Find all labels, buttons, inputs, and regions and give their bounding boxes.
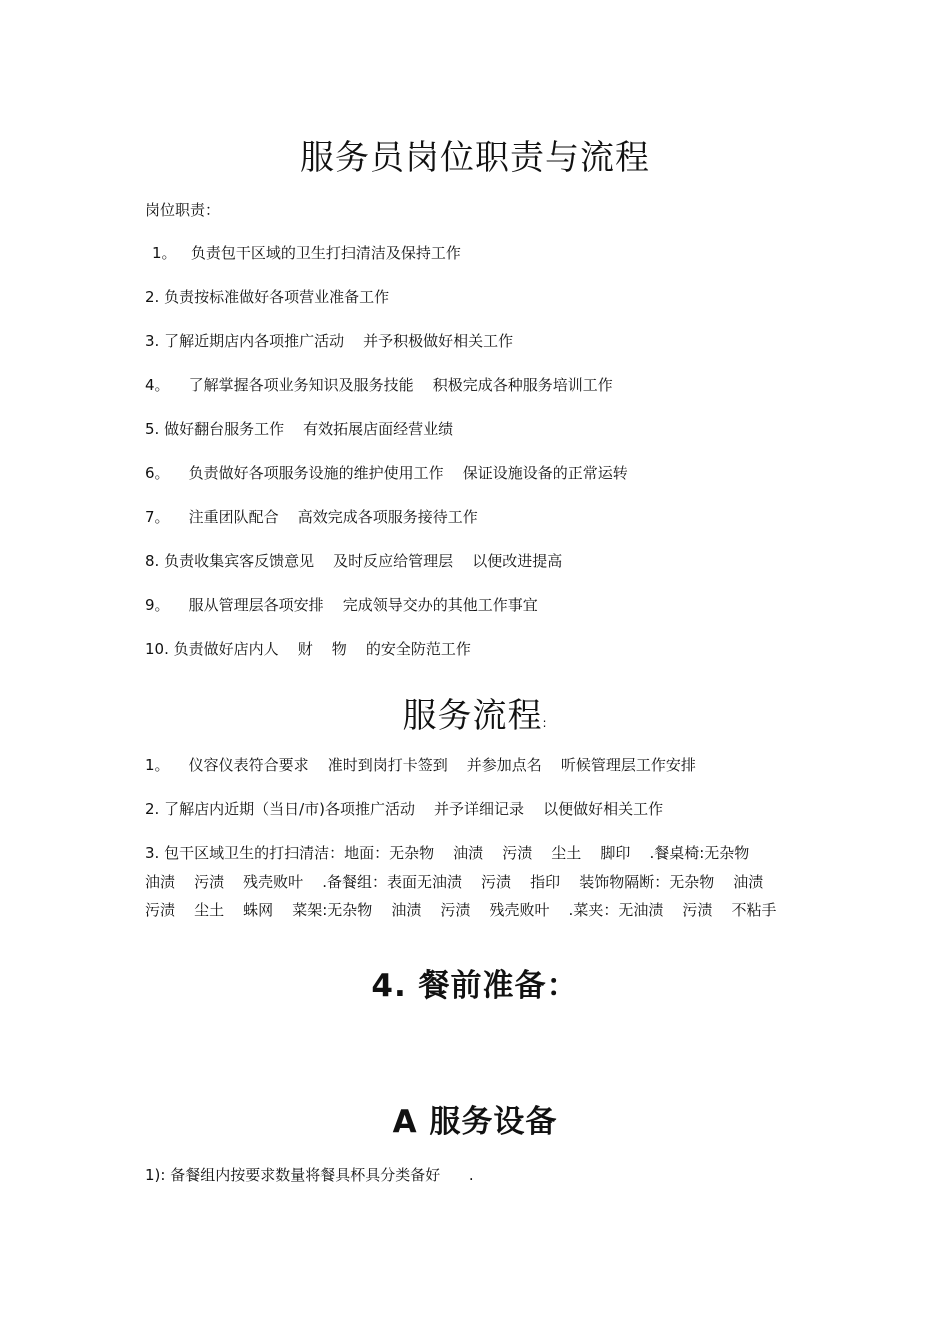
process-item-2: 2. 了解店内近期（当日/市)各项推广活动 并予详细记录 以便做好相关工作	[145, 800, 664, 818]
duty-item-9: 9。 服从管理层各项安排 完成领导交办的其他工作事宜	[145, 596, 538, 614]
duty-item-3: 3. 了解近期店内各项推广活动 并予积极做好相关工作	[145, 332, 514, 350]
process-item-3-line-3: 污渍 尘土 蛛网 菜架:无杂物 油渍 污渍 残壳败叶 .菜夹：无油渍 污渍 不粘手	[145, 901, 777, 919]
section-4-heading: 4. 餐前准备：	[371, 968, 579, 1004]
document-title: 服务员岗位职责与流程	[300, 138, 650, 178]
duties-heading: 岗位职责：	[145, 201, 221, 219]
item-1-line: 1): 备餐组内按要求数量将餐具杯具分类备好 .	[145, 1166, 474, 1184]
duty-item-10: 10. 负责做好店内人 财 物 的安全防范工作	[145, 640, 471, 658]
duty-item-1: 1。 负责包干区域的卫生打扫清洁及保持工作	[152, 244, 461, 262]
duty-item-2: 2. 负责按标准做好各项营业准备工作	[145, 288, 390, 306]
process-heading-tail: :	[542, 716, 548, 730]
duty-item-4: 4。 了解掌握各项业务知识及服务技能 积极完成各种服务培训工作	[145, 376, 613, 394]
process-item-3-line-1: 3. 包干区域卫生的打扫清洁：地面：无杂物 油渍 污渍 尘土 脚印 .餐桌椅:无杂物	[145, 844, 750, 862]
process-item-3-line-2: 油渍 污渍 残壳败叶 .备餐组：表面无油渍 污渍 指印 装饰物隔断：无杂物 油渍	[145, 873, 764, 891]
duty-item-6: 6。 负责做好各项服务设施的维护使用工作 保证设施设备的正常运转	[145, 464, 628, 482]
process-item-1: 1。 仪容仪表符合要求 准时到岗打卡签到 并参加点名 听候管理层工作安排	[145, 756, 696, 774]
duty-item-8: 8. 负责收集宾客反馈意见 及时反应给管理层 以便改进提高	[145, 552, 563, 570]
section-a-heading: A 服务设备	[392, 1104, 558, 1140]
duty-item-5: 5. 做好翻台服务工作 有效拓展店面经营业绩	[145, 420, 454, 438]
process-heading	[0, 688, 950, 737]
process-heading-text: 服务流程	[402, 696, 543, 736]
duty-item-7: 7。 注重团队配合 高效完成各项服务接待工作	[145, 508, 478, 526]
